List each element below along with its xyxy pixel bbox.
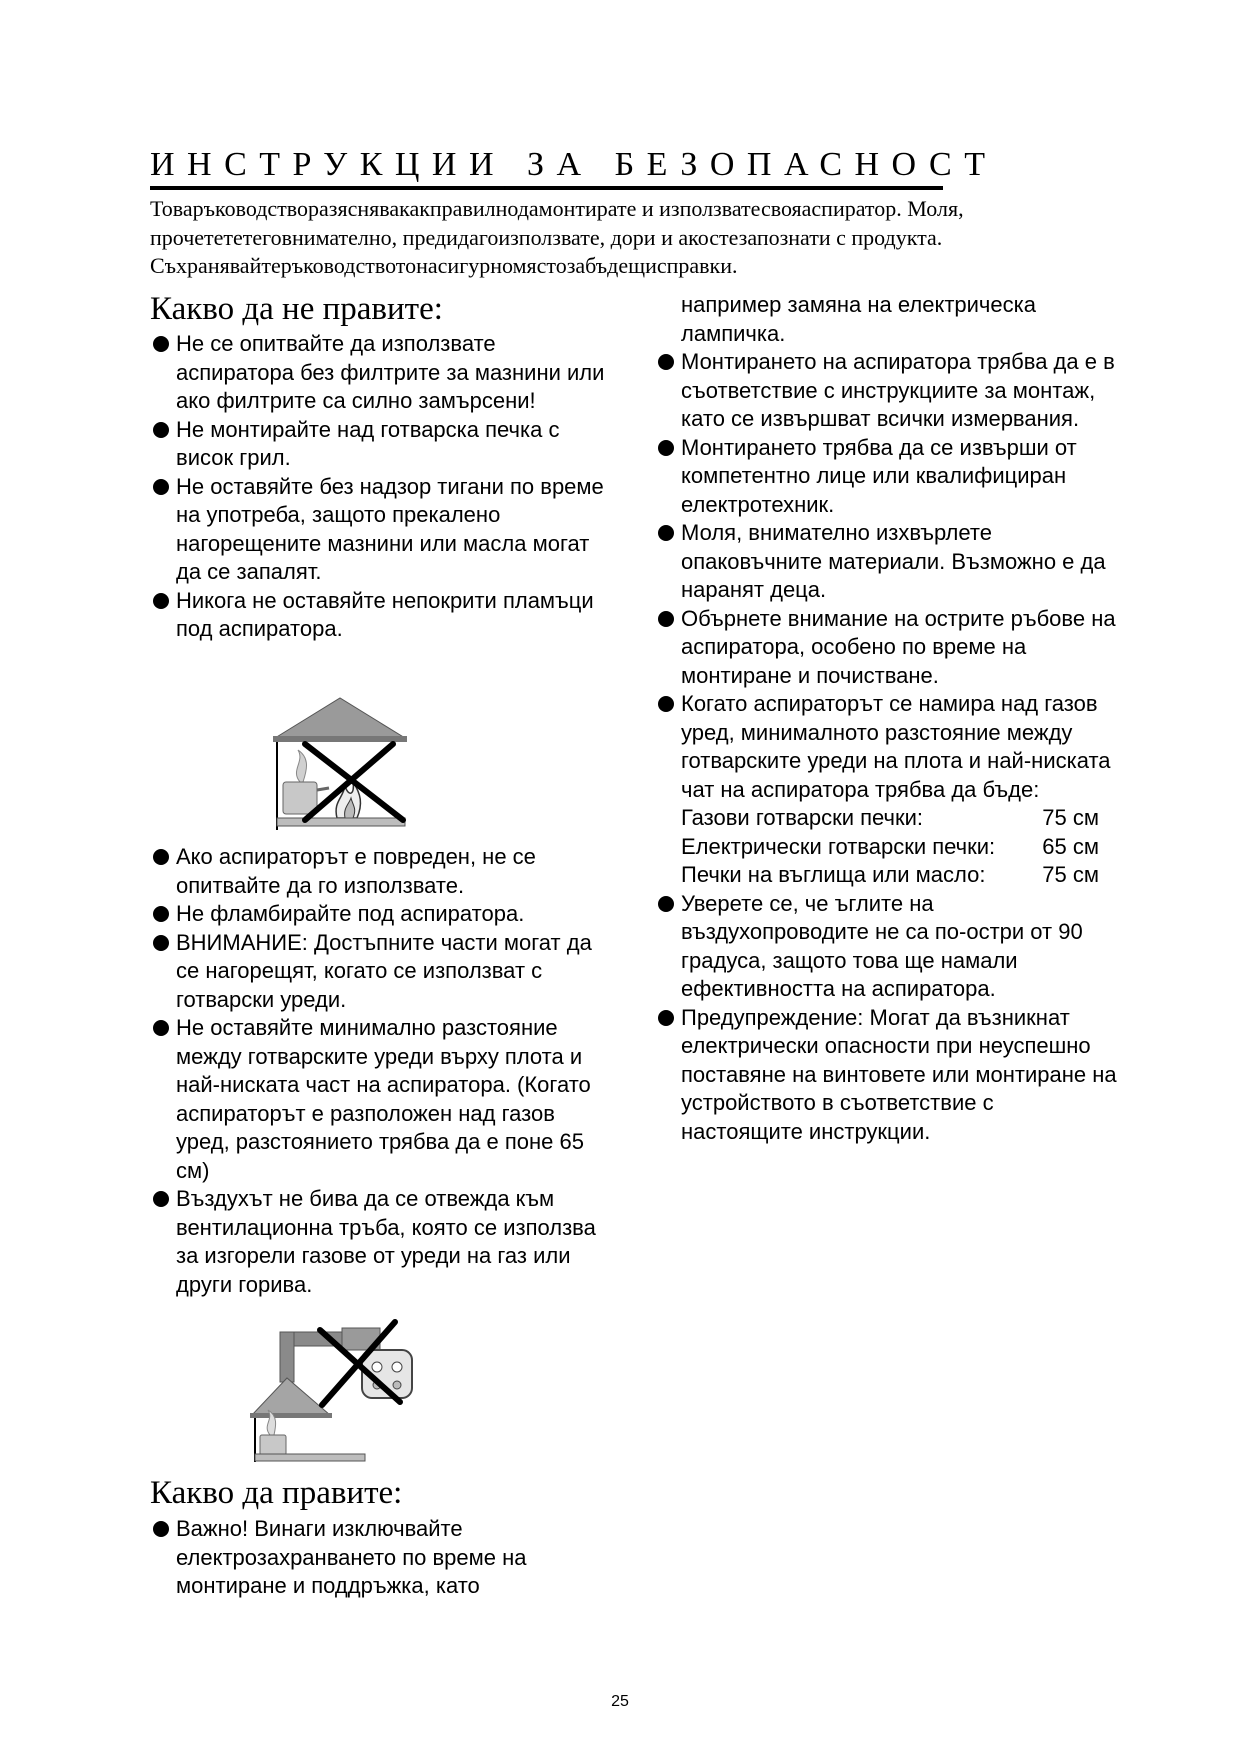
list-item: Уверете се, че ъглите на въздухопроводите не са по-остри от 90 градуса, защото това ще намали ефективността на аспиратора. (655, 890, 1117, 1004)
bullet-icon (153, 935, 169, 951)
bullet-icon (153, 1020, 169, 1036)
intro-paragraph (150, 195, 1110, 281)
dont-heading: Какво да не правите: (150, 291, 443, 327)
bullet-icon (658, 696, 674, 712)
intro-line: Съхранявайтеръководствотонасигурномястозабъдещисправки. (150, 253, 738, 278)
bullet-icon (153, 906, 169, 922)
list-item: Не монтирайте над готварска печка с висок грил. (150, 416, 612, 473)
bullet-icon (153, 1521, 169, 1537)
list-item: Когато аспираторът се намира над газов уред, минималното разстояние между готварските уреди на плота и най-ниската чат на аспиратора трябва да бъде: (655, 690, 1117, 804)
bullet-icon (658, 1010, 674, 1026)
bullet-icon (153, 336, 169, 352)
right-list-a (655, 348, 1117, 1146)
list-item: Въздухът не бива да се отвежда към вентилационна тръба, която се използва за изгорели газове от уреди на газ или други горива. (150, 1185, 612, 1299)
list-item: Не фламбирайте под аспиратора. (150, 900, 612, 929)
title-underline (150, 186, 943, 190)
list-item: Ако аспираторът е повреден, не се опитвайте да го използвате. (150, 843, 612, 900)
bullet-icon (658, 354, 674, 370)
distance-table (655, 804, 1117, 890)
bullet-icon (153, 849, 169, 865)
list-item: Не оставяйте без надзор тигани по време на употреба, защото прекалено нагорещените мазнини или масла могат да се запалят. (150, 473, 612, 587)
bullet-icon (658, 611, 674, 627)
page-title: ИНСТРУКЦИИ ЗА БЕЗОПАСНОСТ (150, 146, 998, 183)
distance-row: Печки на въглища или масло: 75 см (681, 862, 1099, 887)
list-item: Моля, внимателно изхвърлете опаковъчните материали. Възможно е да наранят деца. (655, 519, 1117, 605)
distance-row: Газови готварски печки: 75 см (681, 805, 1099, 830)
intro-line: прочетететеговнимателно, предидагоизползвате, дори и акостезапознати с продукта. (150, 224, 943, 250)
list-item: Предупреждение: Могат да възникнат електрически опасности при неуспешно поставяне на винтовете или монтиране на устройството в съответствие с настоящите инструкции. (655, 1004, 1117, 1147)
bullet-icon (658, 525, 674, 541)
bullet-icon (658, 896, 674, 912)
hood-flue-crossed-illustration (250, 1310, 450, 1465)
list-item: Важно! Винаги изключвайте електрозахранването по време на монтиране и поддръжка, като (150, 1515, 612, 1601)
bullet-icon (658, 440, 674, 456)
bullet-icon (153, 1191, 169, 1207)
list-item-continuation: например замяна на електрическа лампичка. (681, 292, 1036, 346)
list-item: ВНИМАНИЕ: Достъпните части могат да се нагорещят, когато се използват с готварски уреди. (150, 929, 612, 1015)
dont-list-b (150, 843, 612, 1299)
dont-list-a (150, 330, 612, 644)
do-list (150, 1515, 612, 1601)
bullet-icon (153, 593, 169, 609)
list-item: Не оставяйте минимално разстояние между готварските уреди върху плота и най-ниската част на аспиратора. (Когато аспираторът е разположен над газов уред, разстоянието трябва да е поне 65 см) (150, 1014, 612, 1185)
list-item: Никога не оставяйте непокрити пламъци под аспиратора. (150, 587, 612, 644)
list-item: Монтирането на аспиратора трябва да е в съответствие с инструкциите за монтаж, като се извършват всички измервания. (655, 348, 1117, 434)
bullet-icon (153, 479, 169, 495)
bullet-icon (153, 422, 169, 438)
intro-line: Товаръководстворазяснявакакправилнодамонтирате и използватесвояаспиратор. Моля, (150, 196, 964, 221)
list-item: Монтирането трябва да се извърши от компетентно лице или квалифициран електротехник. (655, 434, 1117, 520)
page-number: 25 (611, 1693, 629, 1710)
hood-flames-crossed-illustration (265, 690, 415, 840)
do-heading: Какво да правите: (150, 1475, 403, 1511)
list-item: Не се опитвайте да използвате аспиратора без филтрите за мазнини или ако филтрите са силно замърсени! (150, 330, 612, 416)
distance-row: Електрически готварски печки: 65 см (681, 833, 1099, 859)
list-item: Обърнете внимание на острите ръбове на аспиратора, особено по време на монтиране и почистване. (655, 605, 1117, 691)
